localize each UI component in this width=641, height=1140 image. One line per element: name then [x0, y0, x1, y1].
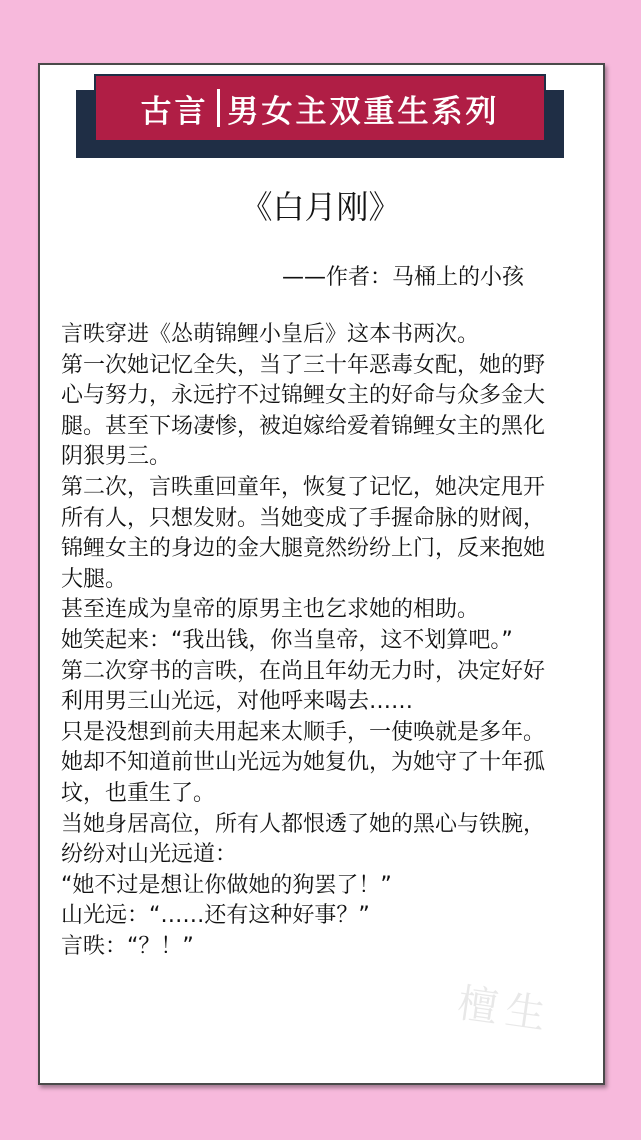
synopsis-line: 阴狠男三。	[61, 444, 172, 470]
synopsis-line: 利用男三山光远，对他呼来喝去……	[61, 689, 414, 715]
synopsis-line: 山光远：“……还有这种好事？”	[61, 903, 370, 929]
synopsis-line: 坟，也重生了。	[61, 780, 216, 806]
synopsis-line: 大腿。	[61, 566, 128, 592]
synopsis-line: 言昳穿进《怂萌锦鲤小皇后》这本书两次。	[61, 322, 480, 347]
synopsis-line: 她笑起来：“我出钱，你当皇帝，这不划算吧。”	[61, 627, 513, 653]
synopsis-line: 当她身居高位，所有人都恨透了她的黑心与铁腕，	[61, 811, 546, 837]
synopsis-line: “她不过是想让你做她的狗罢了！”	[61, 872, 392, 898]
synopsis-line: 第一次她记忆全失，当了三十年恶毒女配，她的野	[61, 352, 546, 378]
synopsis-line: 只是没想到前夫用起来太顺手，一使唤就是多年。	[61, 719, 546, 745]
synopsis-line: 锦鲤女主的身边的金大腿竟然纷纷上门，反来抱她	[61, 536, 546, 562]
synopsis-line: 第二次，言昳重回童年，恢复了记忆，她决定甩开	[61, 474, 546, 500]
book-title: 《白月刚》	[240, 188, 401, 226]
synopsis	[61, 320, 591, 962]
synopsis-line: 纷纷对山光远道：	[61, 842, 238, 868]
banner-series: 男女主双重生系列	[227, 93, 500, 130]
banner-genre: 古言	[140, 93, 209, 130]
synopsis-line: 她却不知道前世山光远为她复仇，为她守了十年孤	[61, 750, 546, 776]
synopsis-line: 腿。甚至下场凄惨，被迫嫁给爱着锦鲤女主的黑化	[61, 413, 546, 439]
synopsis-line: 言昳：“？！”	[61, 933, 194, 959]
banner-separator	[217, 89, 220, 127]
book-author: ——作者：马桶上的小孩	[282, 265, 525, 290]
synopsis-line: 心与努力，永远拧不过锦鲤女主的好命与众多金大	[61, 383, 546, 409]
series-banner	[94, 74, 546, 142]
synopsis-line: 甚至连成为皇帝的原男主也乞求她的相助。	[61, 597, 480, 623]
synopsis-line: 所有人，只想发财。当她变成了手握命脉的财阀，	[61, 505, 546, 531]
synopsis-line: 第二次穿书的言昳，在尚且年幼无力时，决定好好	[61, 658, 546, 684]
watermark: 檀生	[454, 980, 557, 1040]
